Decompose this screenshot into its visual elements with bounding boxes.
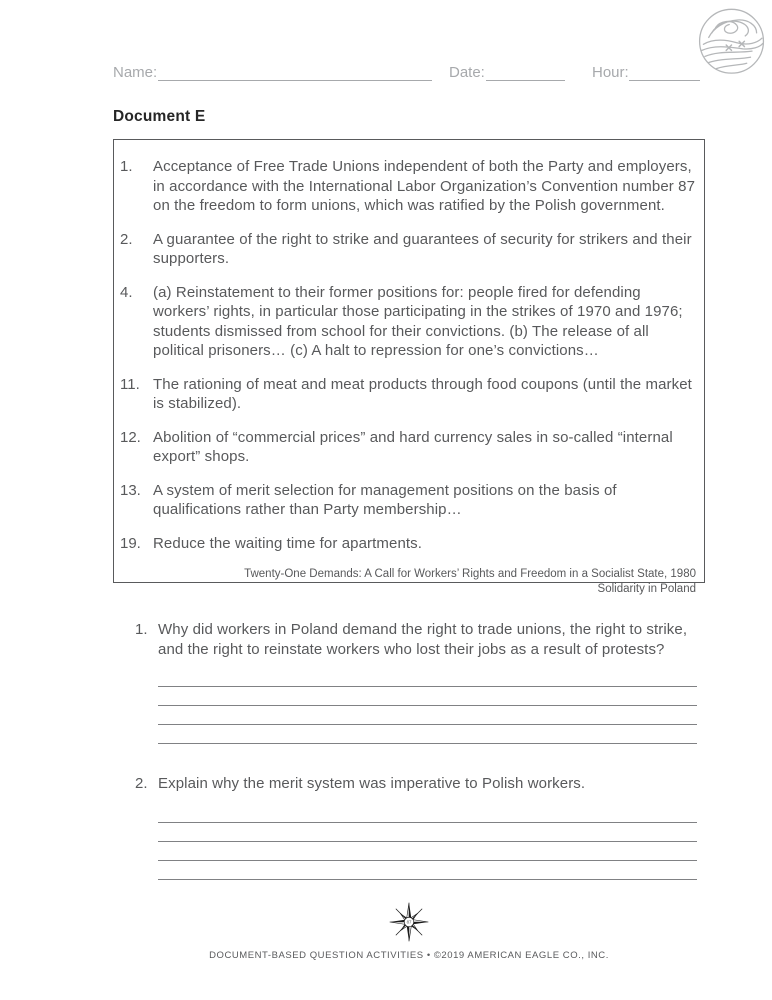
name-blank-line bbox=[158, 64, 432, 81]
hour-label: Hour: bbox=[592, 64, 629, 81]
source-attribution bbox=[120, 567, 696, 597]
answer-line bbox=[158, 842, 697, 861]
answer-line bbox=[158, 823, 697, 842]
item-text: Abolition of “commercial prices” and hard currency sales in so-called “internal export” shops. bbox=[153, 428, 673, 465]
document-title: Document E bbox=[113, 108, 206, 125]
question-number: 1. bbox=[135, 621, 148, 638]
answer-line bbox=[158, 725, 697, 744]
item-text: The rationing of meat and meat products through food coupons (until the market is stabilized). bbox=[153, 375, 692, 412]
item-number: 2. bbox=[120, 230, 133, 248]
document-item bbox=[120, 534, 696, 554]
document-item bbox=[120, 481, 696, 520]
page-footer bbox=[113, 900, 705, 961]
item-number: 13. bbox=[120, 481, 141, 499]
item-number: 1. bbox=[120, 158, 133, 175]
answer-line bbox=[158, 706, 697, 725]
document-item bbox=[120, 157, 696, 216]
question-1-row bbox=[135, 620, 697, 659]
question-text: Explain why the merit system was imperative to Polish workers. bbox=[158, 775, 586, 792]
hour-blank-line bbox=[629, 64, 700, 81]
item-text: A guarantee of the right to strike and guarantees of security for strikers and their supporters. bbox=[153, 230, 692, 267]
question-number: 2. bbox=[135, 775, 148, 792]
date-blank-line bbox=[486, 64, 565, 81]
source-attribution-line1: Twenty-One Demands: A Call for Workers’ Rights and Freedom in a Socialist State, 1980 bbox=[244, 568, 696, 580]
question-2-row bbox=[135, 774, 697, 794]
document-item bbox=[120, 283, 696, 361]
answer-line bbox=[158, 861, 697, 880]
item-text: A system of merit selection for management positions on the basis of qualifications rather than Party membership… bbox=[153, 481, 617, 518]
document-item bbox=[120, 230, 696, 269]
document-source-box bbox=[113, 139, 705, 595]
answer-line bbox=[158, 668, 697, 687]
compass-rose-icon bbox=[387, 900, 431, 944]
date-label: Date: bbox=[449, 64, 485, 81]
name-label: Name: bbox=[113, 64, 158, 81]
item-text: Acceptance of Free Trade Unions independent of both the Party and employers, in accordance with the International Labor Organization’s Convention number 87 on the freedom to form unions, which was ratified by the Polish government. bbox=[153, 158, 696, 214]
document-item bbox=[120, 428, 696, 467]
document-item bbox=[120, 375, 696, 414]
question-2-answer-lines bbox=[158, 804, 697, 880]
question-1 bbox=[135, 620, 697, 744]
item-text: Reduce the waiting time for apartments. bbox=[153, 534, 423, 552]
answer-line bbox=[158, 687, 697, 706]
footer-copyright: DOCUMENT-BASED QUESTION ACTIVITIES • ©2019 AMERICAN EAGLE CO., INC. bbox=[209, 950, 609, 961]
source-attribution-line2: Solidarity in Poland bbox=[597, 583, 696, 595]
item-number: 12. bbox=[120, 428, 141, 446]
item-number: 19. bbox=[120, 534, 141, 552]
item-number: 4. bbox=[120, 283, 133, 301]
globe-logo-icon bbox=[692, 4, 768, 80]
item-text: (a) Reinstatement to their former positions for: people fired for defending workers’ rights, in particular those participating in the strikes of 1970 and 1976; students dismissed from school for their convictions. (b) The release of all political prisoners… (c) A halt to repression for one’s convictions… bbox=[153, 283, 683, 359]
compass-number: 87 bbox=[406, 919, 412, 925]
question-text: Why did workers in Poland demand the right to trade unions, the right to strike, and the right to reinstate workers who lost their jobs as a result of protests? bbox=[158, 621, 688, 658]
question-1-answer-lines bbox=[158, 668, 697, 744]
item-number: 11. bbox=[120, 375, 140, 393]
question-2 bbox=[135, 774, 697, 880]
header-fill-in-row bbox=[113, 64, 701, 86]
answer-line bbox=[158, 804, 697, 823]
